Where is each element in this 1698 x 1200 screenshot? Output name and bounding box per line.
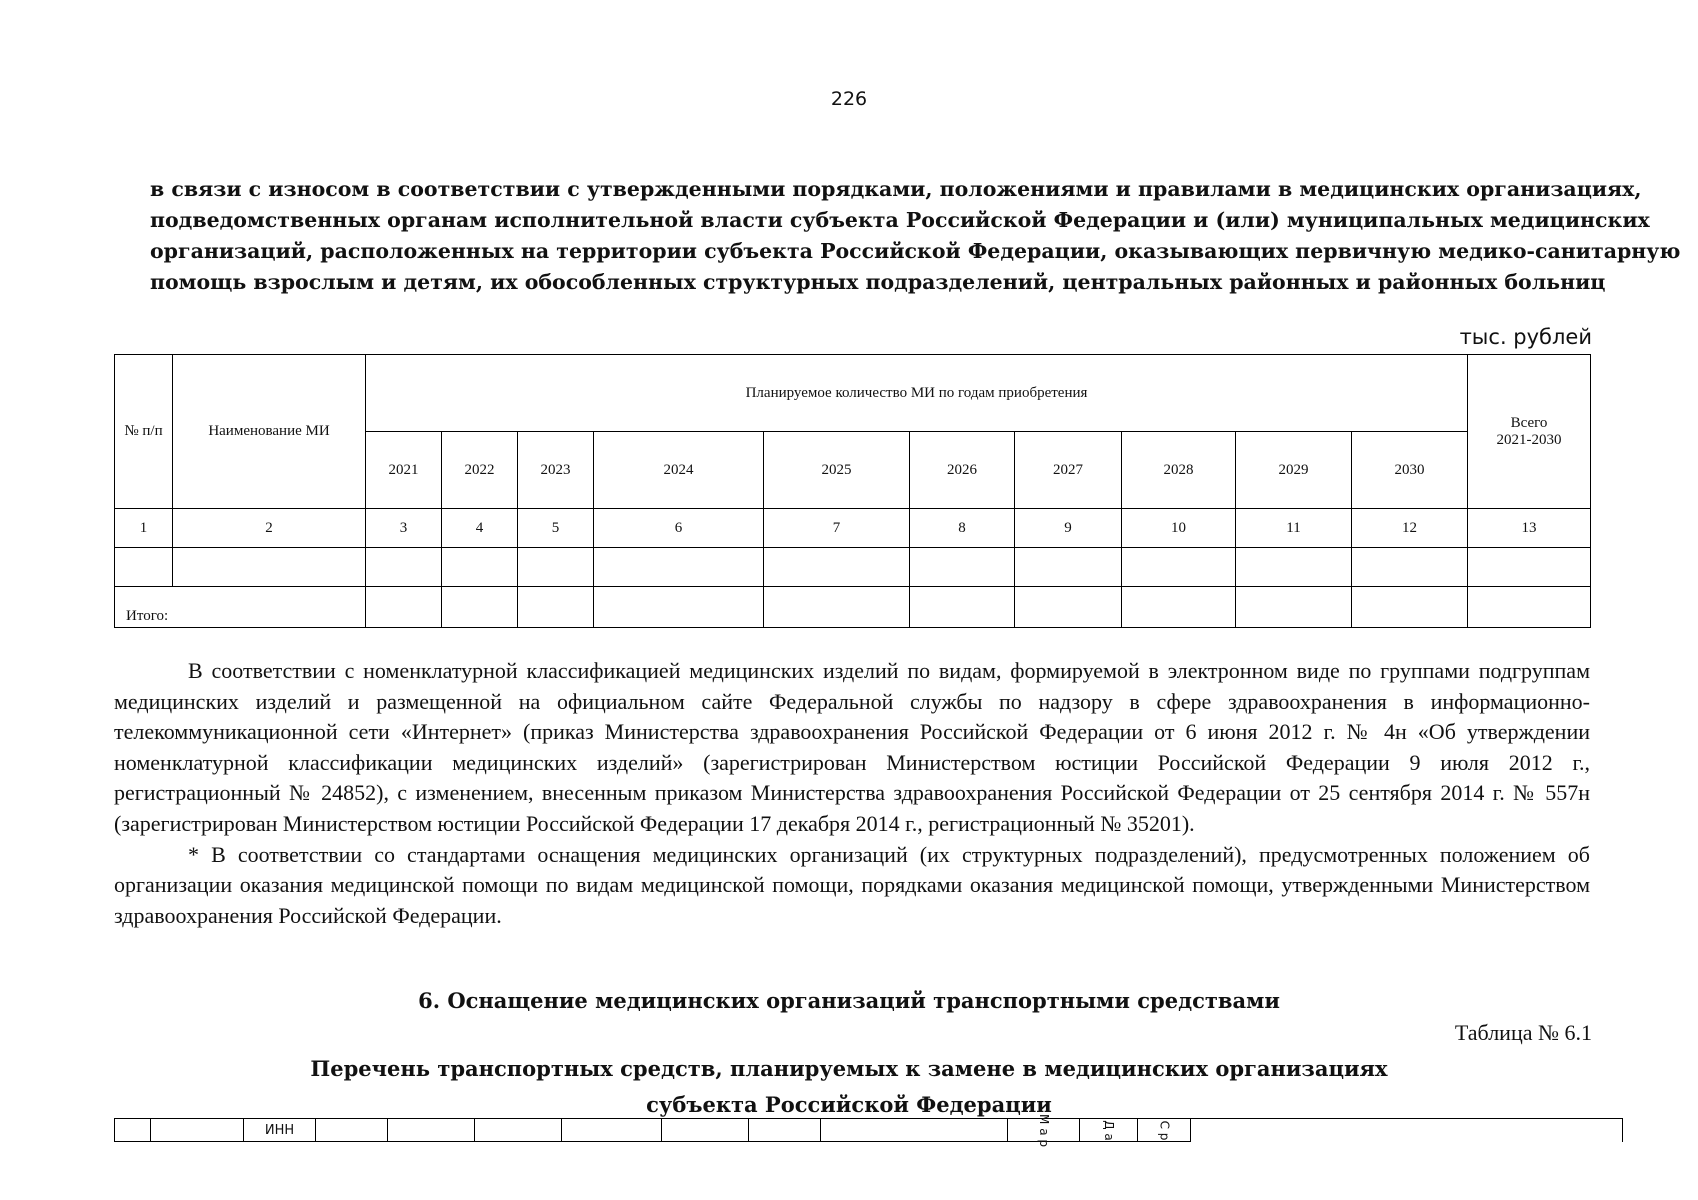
column-index: 3 (366, 509, 442, 548)
year-cell: 2023 (518, 432, 594, 509)
column-index: 5 (518, 509, 594, 548)
empty-cell (518, 587, 594, 628)
header-number: № п/п (115, 355, 173, 509)
empty-cell (173, 548, 366, 587)
empty-cell (1015, 548, 1122, 587)
empty-cell (662, 1119, 749, 1142)
table-title-line: субъекта Российской Федерации (646, 1092, 1052, 1117)
empty-cell (115, 1119, 151, 1142)
header-name: Наименование МИ (173, 355, 366, 509)
year-cell: 2025 (764, 432, 910, 509)
header-total: Всего 2021-2030 (1468, 355, 1591, 509)
empty-cell (764, 587, 910, 628)
table-border (1190, 1118, 1623, 1142)
table-title (0, 1051, 1698, 1123)
year-cell: 2029 (1236, 432, 1352, 509)
column-index: 1 (115, 509, 173, 548)
total-row (115, 587, 1591, 628)
empty-cell (764, 548, 910, 587)
intro-heading-line: помощь взрослым и детям, их обособленных структурных подразделений, центральных районных и районных больниц (150, 270, 1606, 294)
table-number: Таблица № 6.1 (1454, 1020, 1592, 1045)
medical-devices-table (114, 354, 1591, 628)
vertical-header: С р (1138, 1119, 1191, 1142)
year-cell: 2022 (442, 432, 518, 509)
table-row (115, 548, 1591, 587)
empty-cell (316, 1119, 388, 1142)
page-number: 226 (830, 88, 868, 110)
intro-heading (150, 174, 1681, 298)
empty-cell (910, 587, 1015, 628)
empty-cell (442, 548, 518, 587)
empty-cell (1015, 587, 1122, 628)
transport-table (114, 1113, 1191, 1147)
intro-heading-line: в связи с износом в соответствии с утвержденными порядками, положениями и правилами в медицинских организациях, (150, 177, 1642, 201)
column-index: 9 (1015, 509, 1122, 548)
empty-cell (562, 1119, 662, 1142)
year-cell: 2027 (1015, 432, 1122, 509)
year-cell: 2026 (910, 432, 1015, 509)
intro-heading-line: подведомственных органам исполнительной власти субъекта Российской Федерации и (или) муниципальных медицинских (150, 208, 1650, 232)
column-index: 11 (1236, 509, 1352, 548)
empty-cell (1122, 548, 1236, 587)
units-label: тыс. рублей (1459, 325, 1592, 349)
intro-heading-line: организаций, расположенных на территории субъекта Российской Федерации, оказывающих первичную медико-санитарную (150, 239, 1681, 263)
empty-cell (1468, 587, 1591, 628)
inn-header: ИНН (244, 1119, 316, 1142)
empty-cell (910, 548, 1015, 587)
column-index: 2 (173, 509, 366, 548)
year-cell: 2021 (366, 432, 442, 509)
empty-cell (151, 1119, 244, 1142)
empty-cell (1468, 548, 1591, 587)
year-cell: 2024 (594, 432, 764, 509)
empty-cell (821, 1119, 1008, 1142)
empty-cell (475, 1119, 562, 1142)
empty-cell (1352, 587, 1468, 628)
footnote-paragraph: * В соответствии со стандартами оснащения медицинских организаций (их структурных подразделений), предусмотренных положением об организации оказания медицинской помощи по видам медицинской помощи, порядками оказания медицинской помощи, утвержденными Министерством здравоохранения Российской Федерации. (114, 841, 1590, 928)
empty-cell (1236, 548, 1352, 587)
column-index: 13 (1468, 509, 1591, 548)
header-planned: Планируемое количество МИ по годам приобретения (366, 355, 1468, 432)
empty-cell (518, 548, 594, 587)
body-text (114, 656, 1590, 931)
total-label: Итого: (115, 587, 366, 628)
vertical-header: М а р (1008, 1119, 1080, 1142)
empty-cell (749, 1119, 821, 1142)
column-index: 10 (1122, 509, 1236, 548)
table-title-line: Перечень транспортных средств, планируемых к замене в медицинских организациях (310, 1056, 1388, 1081)
paragraph: В соответствии с номенклатурной классификацией медицинских изделий по видам, формируемой в электронном виде по группами подгруппам медицинских изделий и размещенной на официальном сайте Федеральной службы по надзору в сфере здравоохранения в информационно-телекоммуникационной сети «Интернет» (приказ Министерства здравоохранения Российской Федерации от 6 июня 2012 г. № 4н «Об утверждении номенклатурной классификации медицинских изделий» (зарегистрирован Министерством юстиции Российской Федерации 9 июля 2012 г., регистрационный № 24852), с изменением, внесенным приказом Министерства здравоохранения Российской Федерации от 25 сентября 2014 г. № 557н (зарегистрирован Министерством юстиции Российской Федерации 17 декабря 2014 г., регистрационный № 35201). (114, 658, 1590, 836)
empty-cell (115, 548, 173, 587)
empty-cell (388, 1119, 475, 1142)
empty-cell (366, 548, 442, 587)
empty-cell (442, 587, 518, 628)
section-heading: 6. Оснащение медицинских организаций транспортными средствами (418, 988, 1280, 1013)
year-cell: 2030 (1352, 432, 1468, 509)
column-index: 8 (910, 509, 1015, 548)
column-index: 4 (442, 509, 518, 548)
empty-cell (1236, 587, 1352, 628)
table-row (115, 1119, 1191, 1142)
year-cell: 2028 (1122, 432, 1236, 509)
empty-cell (594, 587, 764, 628)
empty-cell (1122, 587, 1236, 628)
column-index: 12 (1352, 509, 1468, 548)
vertical-header: Д а (1080, 1119, 1138, 1142)
empty-cell (594, 548, 764, 587)
empty-cell (1352, 548, 1468, 587)
column-index: 6 (594, 509, 764, 548)
empty-cell (366, 587, 442, 628)
column-index: 7 (764, 509, 910, 548)
